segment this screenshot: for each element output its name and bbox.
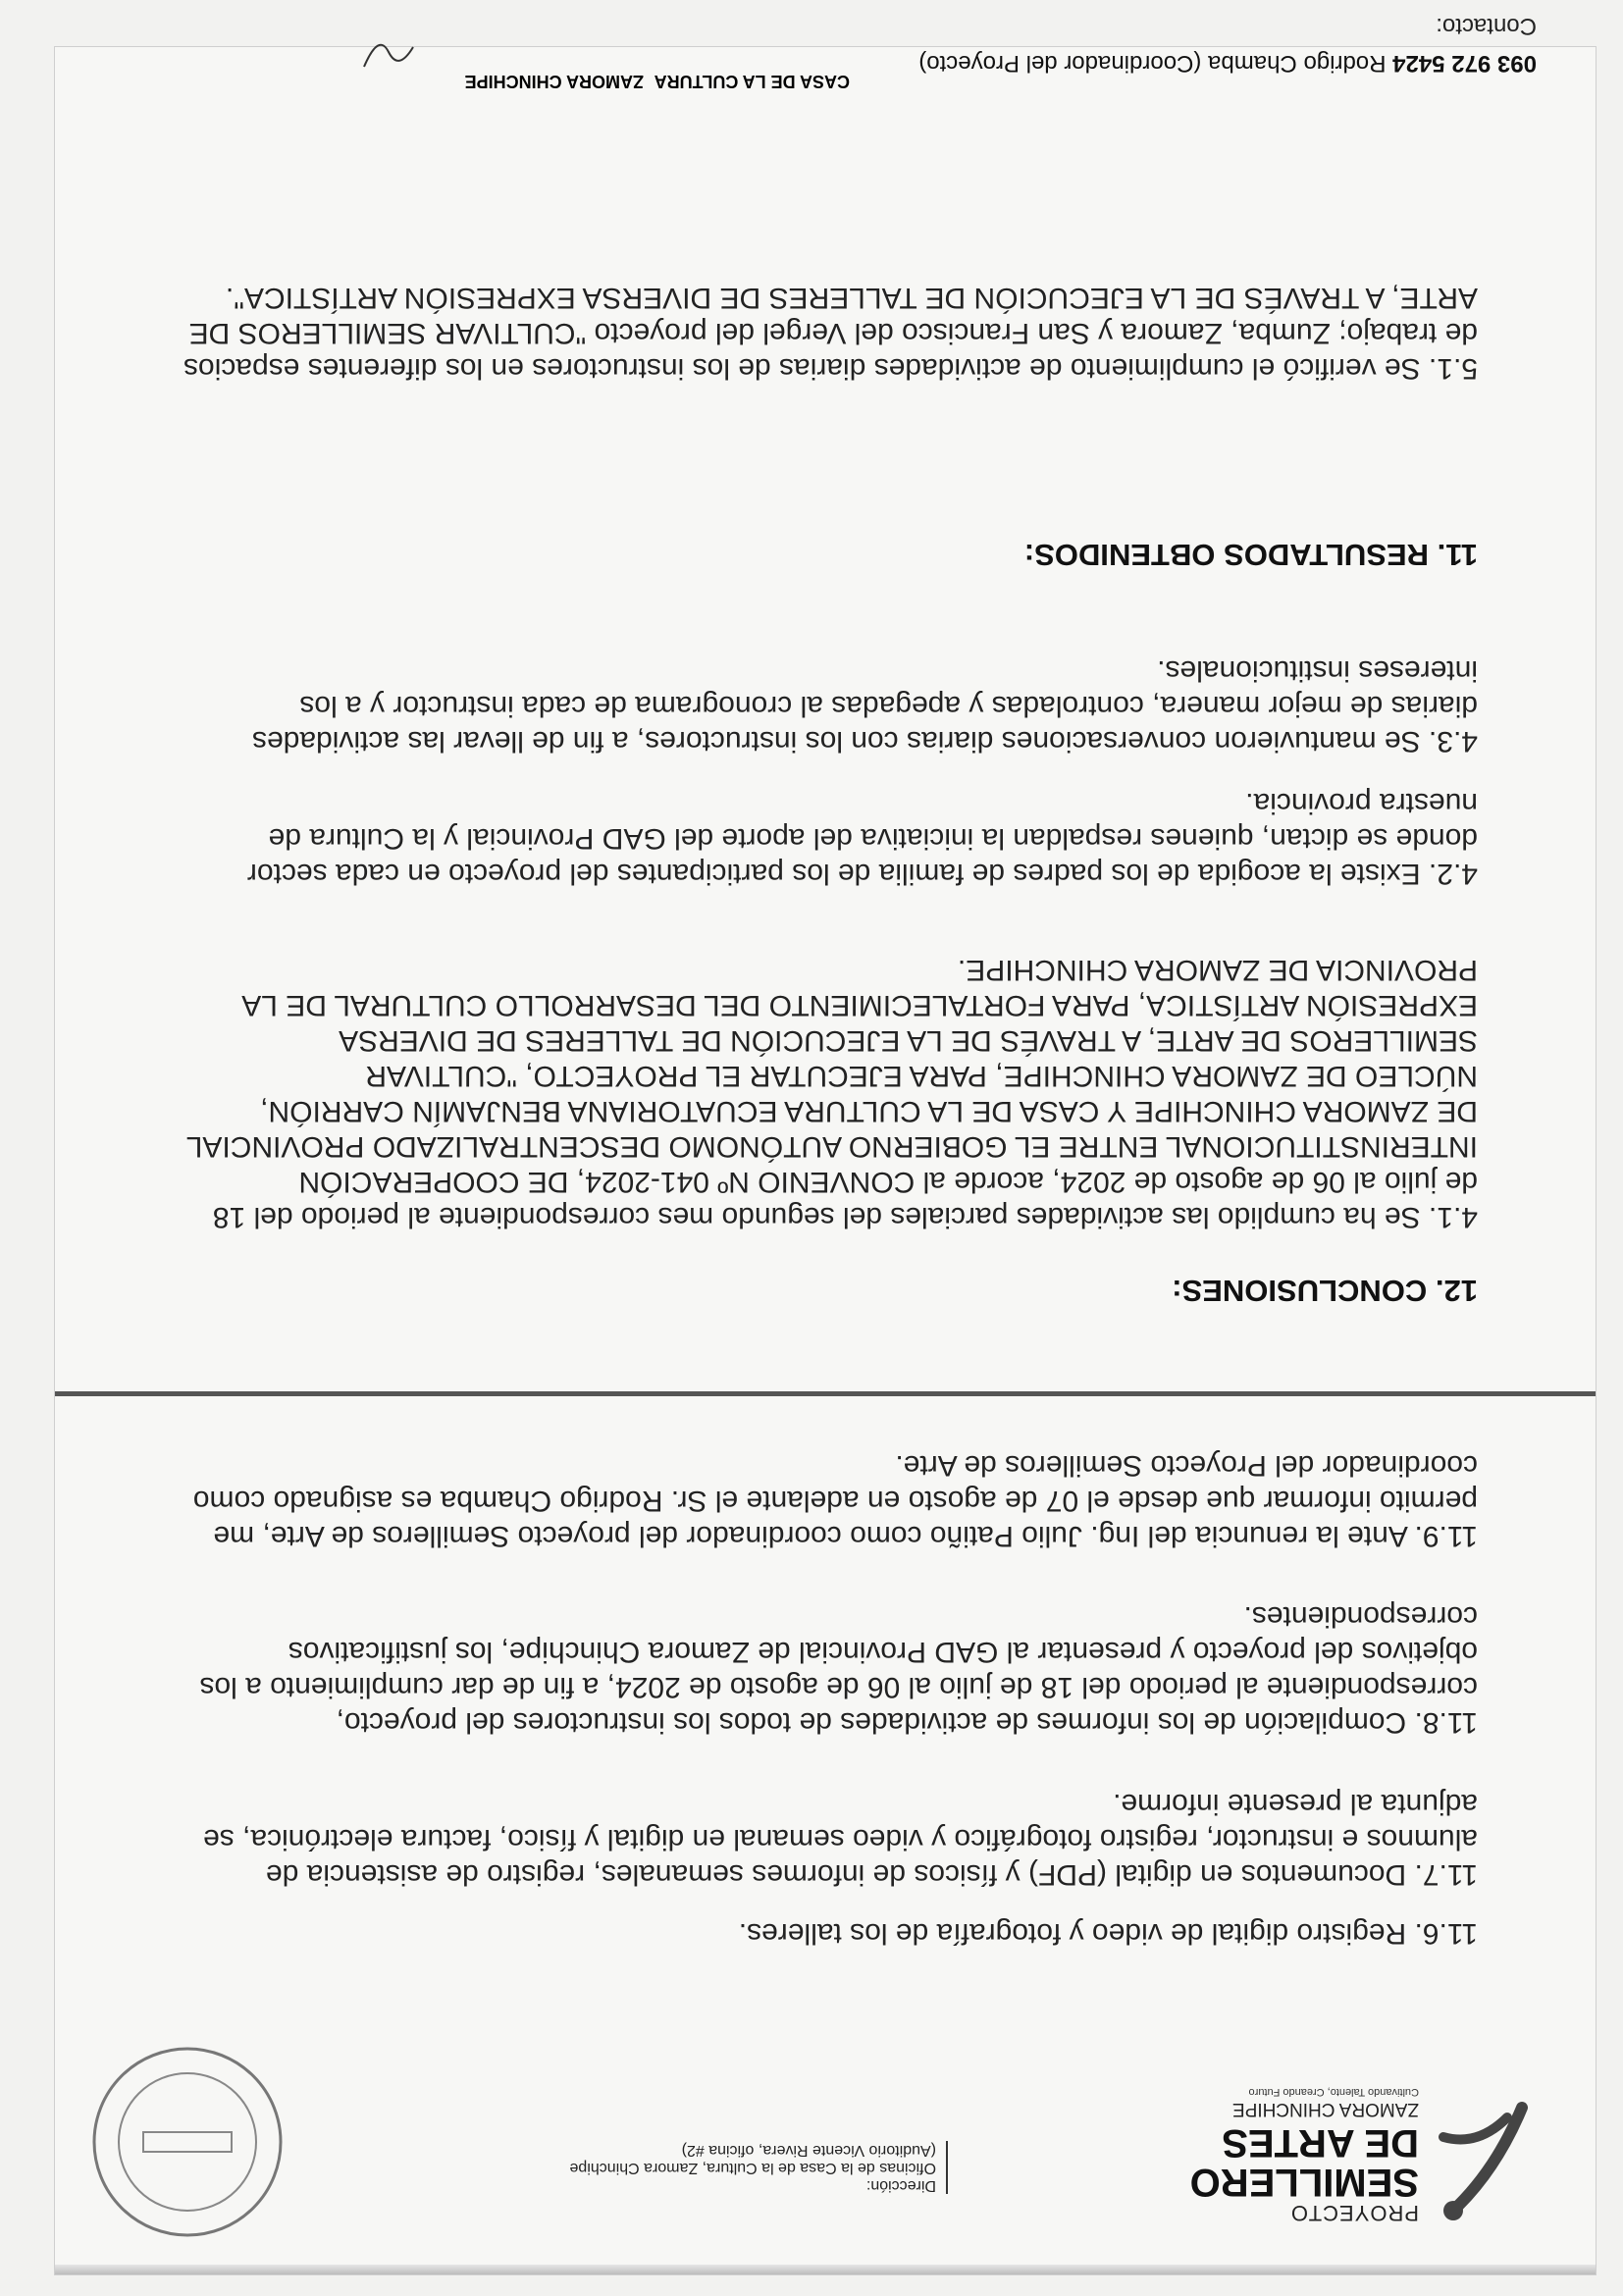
contact-label: Contacto:: [1436, 13, 1537, 39]
item-11-7: 11.7. Documentos en digital (PDF) y físicos de informes semanales, registro de asistencia de alumnos e instructor, registro fotográfico y video semanal en digital y físico, factura electrónica, se adjunta al presente informe.: [203, 1788, 1478, 1891]
logo-zamora: ZAMORA CHINCHIPE: [1231, 2099, 1419, 2119]
signature-icon: [359, 37, 418, 77]
conclusion-4-3: 4.3. Se mantuvieron conversaciones diarias con los instructores, a fin de llevar las actividades diarias de mejor manera, controladas y apegadas al cronograma de cada instructor y a los intereses institucionales.: [252, 654, 1478, 757]
logo-slogan: Cultivando Talento, Creando Futuro: [1248, 2086, 1419, 2098]
dancer-logo-icon: [1429, 2093, 1537, 2225]
contact-name: Rodrigo Chamba (Coordinador del Proyecto): [918, 50, 1387, 77]
direccion-block: [347, 2141, 948, 2194]
fold-line: [55, 1391, 1596, 1396]
conclusion-4-1: 4.1. Se ha cumplido las actividades parciales del segundo mes correspondiente al periodo del 18 de julio al 06 de agosto de 2024, acorde al CONVENIO Nº 041-2024, DE COOPERACIÓN INTERINSTITUCIONAL ENTRE EL GOBIERNO AUTÓNOMO DESCENTRALIZADO PROVINCIAL DE ZAMORA CHINCHIPE Y CASA DE LA CULTURA ECUATORIANA BENJAMÍN CARRIÓN, NÚCLEO DE ZAMORA CHINCHIPE, PARA EJECUTAR EL PROYECTO, "CULTIVAR SEMILLEROS DE ARTE, A TRAVÉS DE LA EJECUCIÓN DE TALLERES DE DIVERSA EXPRESIÓN ARTÍSTICA, PARA FORTALECIMIENTO DEL DESARROLLO CULTURAL DE LA PROVINCIA DE ZAMORA CHINCHIPE.: [186, 954, 1478, 1233]
direccion-label: Dirección:: [865, 2177, 936, 2194]
item-11-9: 11.9. Ante la renuncia del Ing. Julio Patiño como coordinador del proyecto Semilleros de Arte, me permito informar que desde el 07 de agosto en adelante el Sr. Rodrigo Chamba es asignado como coordinador del Proyecto Semilleros de Arte.: [192, 1449, 1478, 1552]
logo-casa-cultura: CASA DE LA CULTURA: [654, 72, 850, 91]
contact-number: 093 972 5424: [1392, 50, 1537, 77]
item-11-8: 11.8. Compilación de los informes de actividades de todos los instructores del proyecto, correspondiente al periodo del 18 de julio al 06 de agosto de 2024, a fin de dar cumplimiento a los objetivos del proyecto y presentar al GAD Provincial de Zamora Chinchipe, los justificativos correspondientes.: [199, 1600, 1478, 1739]
contact-line: [918, 49, 1537, 77]
logo-de-artes: DE ARTES: [1222, 2121, 1419, 2165]
item-11-6: 11.6. Registro digital de video y fotografía de los talleres.: [738, 1917, 1478, 1950]
resultados-heading: 11. RESULTADOS OBTENIDOS:: [1023, 538, 1478, 572]
resultado-5-1: 5.1. Se verificó el cumplimiento de actividades diarias de los instructores en los diferentes espacios de trabajo; Zumba, Zamora y San Francisco del Vergel del proyecto "CULTIVAR SEMILLEROS DE ARTE, A TRAVÉS DE LA EJECUCIÓN DE TALLERES DE DIVERSA EXPRESIÓN ARTÍSTICA".: [183, 282, 1478, 385]
paper: [55, 13, 1596, 2274]
logo-semillero: SEMILLERO: [1189, 2161, 1419, 2204]
direccion-line1: Oficinas de la Casa de la Cultura, Zamora Chinchipe: [569, 2160, 936, 2176]
footer-logos: [457, 13, 850, 91]
scan-edge: [55, 2265, 1596, 2274]
logo-proyecto: PROYECTO: [1289, 2201, 1419, 2225]
conclusiones-heading: 12. CONCLUSIONES:: [1172, 1274, 1478, 1308]
logo-zamora-chinchipe: ZAMORA CHINCHIPE: [464, 72, 644, 91]
semillero-logo: [987, 2088, 1537, 2235]
secretaria-seal-icon: [84, 2039, 290, 2245]
conclusion-4-2: 4.2. Existe la acogida de los padres de familia de los participantes del proyecto en cada sector donde se dictan, quienes respaldan la iniciativa del aporte del GAD Provincial y la Cultura de nuestra provincia.: [246, 787, 1478, 890]
direccion-line2: (Auditorio Vicente Rivera, oficina #2): [681, 2142, 936, 2159]
